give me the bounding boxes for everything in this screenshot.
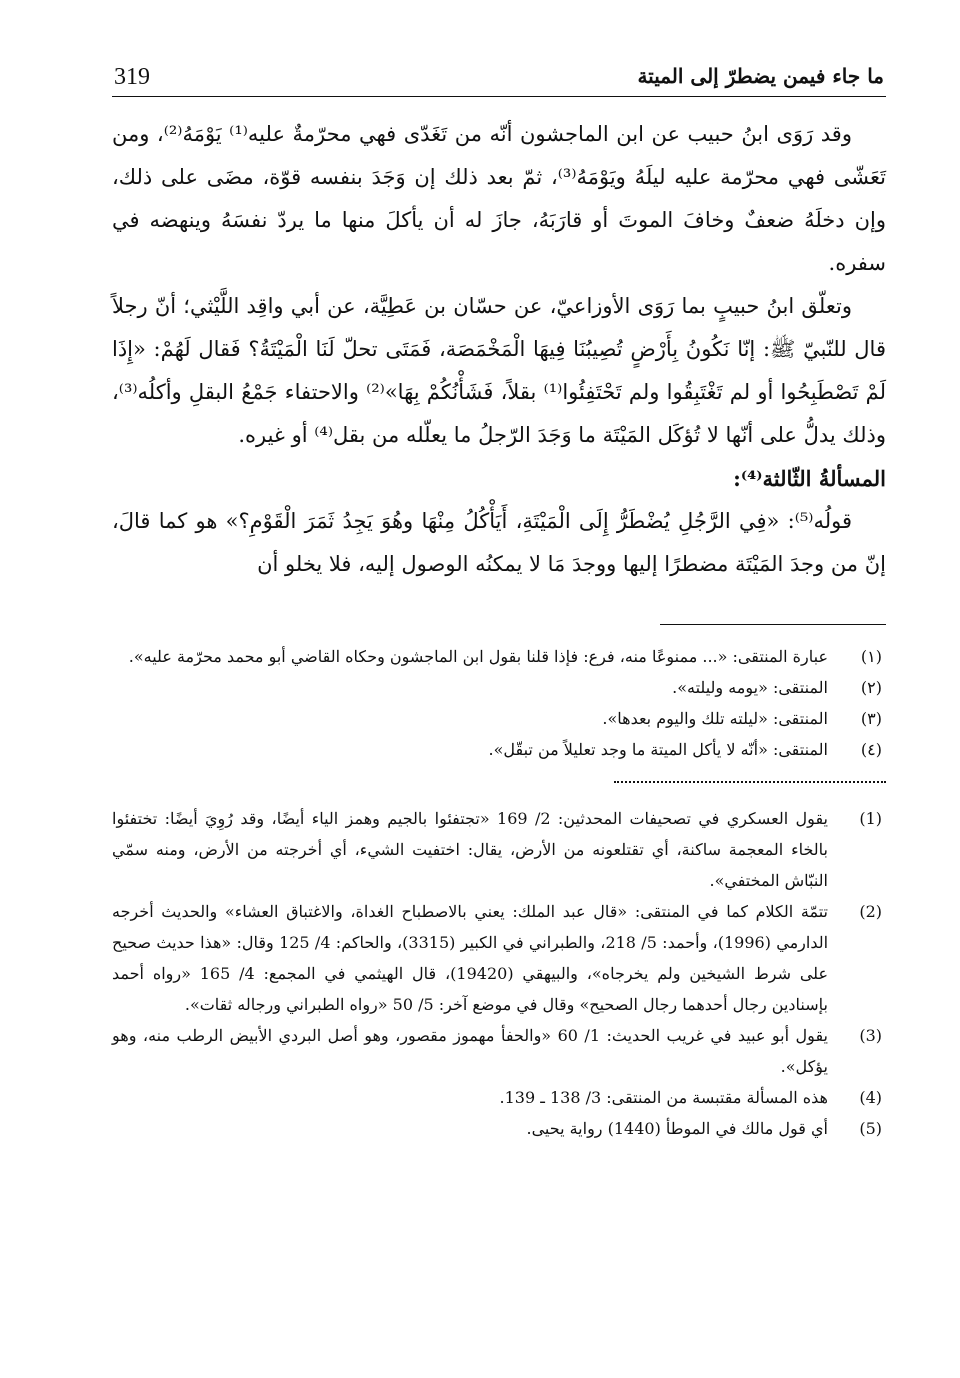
- page-header: [112, 62, 886, 97]
- footnote-item: [112, 703, 886, 734]
- footnote-mark: (٣): [860, 709, 882, 728]
- footnote-item: [112, 896, 886, 1020]
- footnote-item: [112, 803, 886, 896]
- footnote-mark: (1): [859, 809, 882, 828]
- footnote-item: [112, 734, 886, 765]
- footnote-mark: (3): [859, 1026, 882, 1045]
- dotted-separator: [614, 781, 886, 783]
- footnote-text: يقول العسكري في تصحيفات المحدثين: 2/ 169 «تجتفئوا بالجيم وهمز الياء أيضًا، وقد رُوِيَ أيضًا: تختفئوا بالخاء المعجمة ساكنة، أي تقتلعونه من الأرض، يقال: اختفيت الشيء، أي أخرجته من الأرض، ومنه سمّي النبّاش المختفي».: [112, 809, 828, 890]
- footnote-text: عبارة المنتقى: «... ممنوعًا منه، فرع: فإذا قلنا بقول ابن الماجشون وحكاه القاضي أبو محمد محرّمة عليه».: [128, 647, 828, 666]
- footnote-text: أي قول مالك في الموطأ (1440) رواية يحيى.: [526, 1119, 828, 1138]
- paragraph-2: وتعلّق ابنُ حبيبٍ بما رَوَى الأوزاعيّ، عن حسّان بن عَطِيَّة، عن أبي واقِد اللَّيْثي؛ أنّ رجلاً قال للنّبيّ ﷺ: إنّا نَكُونُ بِأَرْضٍ تُصِيبُنَا فِيهَا الْمَخْمَصَة، فَمَتَى تحلّ لَنَا الْمَيْتَةُ؟ فَقال لَهُمْ: «إِذَا لَمْ تَصْطَبِحُوا أو لم تَغْتَبِقُوا ولم تَحْتَفِئُوا⁽¹⁾ بقلاً، فَشَأْنُكُمْ بِهَا»⁽²⁾ والاحتفاء جَمْعُ البقلِ وأكلُه⁽³⁾، وذلك يدلُّ على أنّها لا تُؤكَل المَيْتَة ما وَجَدَ الرّجلُ ما يعلّله من بقل⁽⁴⁾ أو غيره.: [112, 294, 886, 447]
- footnote-mark: (5): [859, 1119, 882, 1138]
- footnote-mark: (٤): [860, 740, 882, 759]
- editor-footnotes: [112, 803, 886, 1144]
- paragraph-3: قولُه⁽⁵⁾: «فِي الرَّجُلِ يُضْطَرُّ إِلَى الْمَيْتَةِ، أَيَأْكُلُ مِنْهَا وهُوَ يَجِدُ ثَمَرَ الْقَوْمِ؟» هو كما قالَ، إنّ من وجدَ المَيْتَة مضطرًا إليها ووجدَ مَا لا يمكنُه الوصول إليه، فلا يخلو أن: [112, 509, 886, 576]
- footnote-text: يقول أبو عبيد في غريب الحديث: 1/ 60 «والحفأ مهموز مقصور، وهو أصل البردي الأبيض الرطب منه، وهو يؤكل».: [112, 1026, 828, 1076]
- running-title: ما جاء فيمن يضطرّ إلى الميتة: [637, 64, 884, 88]
- footnote-text: المنتقى: «يومه وليلته».: [672, 678, 828, 697]
- footnote-text: تتمّة الكلام كما في المنتقى: «قال عبد الملك: يعني بالاصطباح الغداة، والاغتباق العشاء» والحديث أخرجه الدارمي (1996)، وأحمد: 5/ 218، والطبراني في الكبير (3315)، والحاكم: 4/ 125 وقال: «هذا حديث صحيح على شرط الشيخين ولم يخرجاه»، والبيهقي (19420)، قال الهيثمي في المجمع: 4/ 165 «رواه أحمد بإسنادين رجال أحدهما رجال الصحيح» وقال في موضع آخر: 5/ 50 «رواه الطبراني ورجاله ثقات».: [112, 902, 829, 1014]
- original-footnotes: [112, 641, 886, 765]
- footnote-mark: (٢): [860, 678, 882, 697]
- book-page: [112, 62, 886, 1144]
- footnote-text: هذه المسألة مقتبسة من المنتقى: 3/ 138 ـ 139.: [499, 1088, 828, 1107]
- footnote-item: [112, 1020, 886, 1082]
- footnote-text: المنتقى: «أنّه لا يأكل الميتة ما وجد تعليلاً من تبقّل».: [488, 740, 828, 759]
- paragraph-1: وقد رَوَى ابنُ حبيب عن ابن الماجشون أنّه من تَغَدّى فهي محرّمةٌ عليه⁽¹⁾ يَوْمَهُ⁽²⁾، ومن تَعَشّى فهي محرّمة عليه ليلَهُ ويَوْمَهُ⁽³⁾، ثمّ بعد ذلك إن وَجَدَ بنفسه قوّة، مضَى على ذلك، وإن دخلَهُ ضعفٌ وخافَ الموتَ أو قارَبَهُ، جازَ له أن يأكلَ منها ما يردّ نفسَهُ وينهضه في سفره.: [112, 122, 887, 275]
- footnote-item: [112, 1113, 886, 1144]
- footnote-mark: (4): [859, 1088, 882, 1107]
- footnote-item: [112, 641, 886, 672]
- footnote-mark: (١): [860, 647, 882, 666]
- footnote-item: [112, 1082, 886, 1113]
- footnote-separator: [660, 624, 886, 625]
- page-number: 319: [114, 64, 150, 90]
- section-heading: المسألةُ الثّالثة⁽⁴⁾:: [733, 466, 886, 491]
- main-text: [112, 113, 886, 586]
- footnote-item: [112, 672, 886, 703]
- footnote-mark: (2): [859, 902, 882, 921]
- footnote-text: المنتقى: «ليلته تلك واليوم بعدها».: [602, 709, 828, 728]
